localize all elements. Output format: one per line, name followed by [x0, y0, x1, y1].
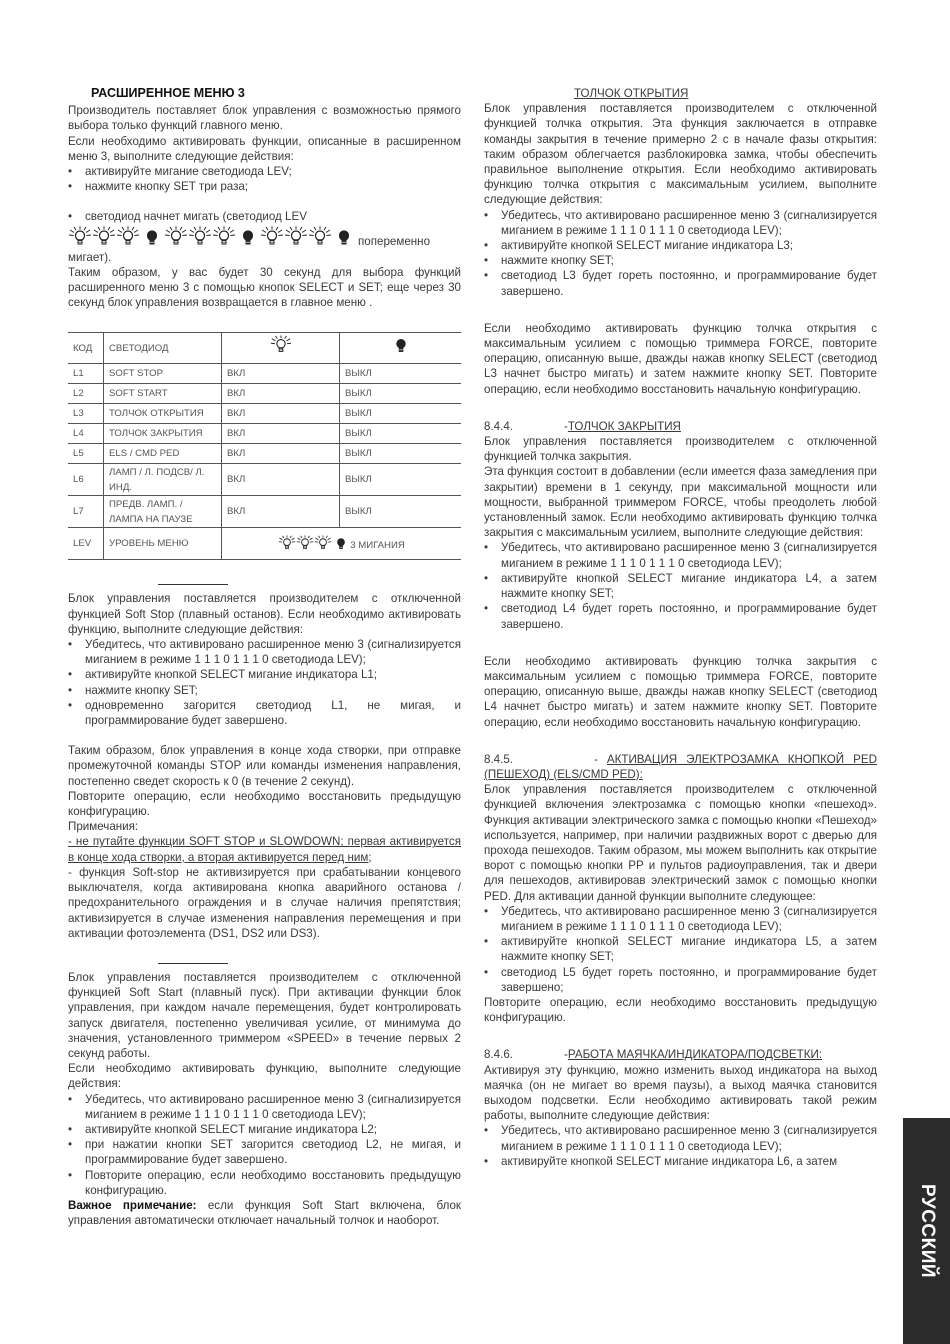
- divider-line: [158, 584, 228, 585]
- cell-name: УРОВЕНЬ МЕНЮ: [104, 528, 222, 560]
- language-tab-label: РУССКИЙ: [916, 1183, 938, 1279]
- header-code: КОД: [68, 333, 104, 364]
- cell-code: L1: [68, 364, 104, 384]
- note-1: - не путайте функции SOFT STOP и SLOWDOWN; первая активируется в конце хода створки, а вторая активируется перед ним;: [68, 835, 461, 864]
- blink-list: [68, 209, 461, 224]
- table-row: [68, 496, 461, 528]
- led-off-icon: [332, 226, 356, 250]
- close-paragraph-3: Если необходимо активировать функцию толчка закрытия с максимальным усилием с помощью триммера FORCE, повторите операцию, описанную выше, дважды нажав кнопку SELECT (светодиод L4 начнет быстро мигать) и затем нажмите кнопку SET. Повторите операцию, если необходимо восстановить начальную конфигурацию.: [484, 654, 877, 729]
- led-on-icon: [188, 226, 212, 250]
- list-item: • активируйте кнопкой SELECT мигание индикатора L4, а затем нажмите кнопку SET;: [484, 571, 877, 601]
- right-column: [484, 86, 877, 1169]
- led-on-icon: [92, 226, 116, 250]
- list-item: • светодиод L4 будет гореть постоянно, и программирование будет завершено.: [484, 601, 877, 631]
- cell-code: L7: [68, 496, 104, 528]
- cell-on: ВКЛ: [222, 364, 340, 384]
- cell-code: L2: [68, 384, 104, 404]
- cell-code: L4: [68, 424, 104, 444]
- lev-pattern-cell: [222, 528, 462, 560]
- els-paragraph: Блок управления поставляется производителем с отключенной функцией включения электрозамка с помощью кнопки «пешеход». Функция активации электрического замка с помощью кнопки «Пешеход» используется, например, при наличии раздвижных ворот с дверью для прохода пешеходов. Таким образом, мы можем выполнить как открытие ворот с помощью кнопки PP и пультов радиоуправления, так и двери для пешеходов, активировав электрический замок с помощью кнопки PED. Для активации данной функции выполните следующее:: [484, 783, 877, 903]
- table-row: [68, 464, 461, 496]
- list-item: • Убедитесь, что активировано расширенное меню 3 (сигнализируется миганием в режиме 1 1 1 0 1 1 1 0 светодиода LEV);: [484, 1123, 877, 1153]
- header-on: [222, 333, 340, 364]
- cell-name: ТОЛЧОК ОТКРЫТИЯ: [104, 404, 222, 424]
- list-item: • при нажатии кнопки SET загорится светодиод L2, не мигая, и программирование будет завершено.: [68, 1137, 461, 1167]
- softstop-paragraph-2: Таким образом, блок управления в конце хода створки, при отправке промежуточной команды STOP или команды изменения направления, постепенно сведет скорость к 0 (в течение 2 секунд).: [68, 744, 461, 788]
- table-row: [68, 364, 461, 384]
- cell-off: ВЫКЛ: [340, 496, 462, 528]
- led-on-icon: [68, 226, 92, 250]
- list-item: • активируйте кнопкой SELECT мигание индикатора L6, а затем: [484, 1154, 877, 1169]
- list-item: • Убедитесь, что активировано расширенное меню 3 (сигнализируется миганием в режиме 1 1 1 0 1 1 1 0 светодиода LEV);: [484, 540, 877, 570]
- heading-els-text: АКТИВАЦИЯ ЭЛЕКТРОЗАМКА КНОПКОЙ PED (ПЕШЕХОД) (ELS/CMD PED):: [484, 752, 877, 781]
- cell-name: ELS / CMD PED: [104, 444, 222, 464]
- led-on-icon: [270, 335, 292, 357]
- led-on-icon: [284, 226, 308, 250]
- led-on-icon: [296, 535, 314, 553]
- lev-label: 3 МИГАНИЯ: [350, 539, 405, 551]
- section-number: 8.4.5.: [484, 752, 514, 766]
- list-item: • активируйте кнопкой SELECT мигание индикатора L5, а затем нажмите кнопку SET;: [484, 934, 877, 964]
- open-paragraph-2: Если необходимо активировать функцию толчка открытия с максимальным усилием с помощью триммера FORCE, повторите операцию, описанную выше, дважды нажав кнопку SELECT (светодиод L3 начнет быстро мигать) и затем нажмите кнопку SET. Повторите операцию, если необходимо восстановить начальную конфигурацию.: [484, 321, 877, 396]
- close-paragraph-2: Эта функция состоит в добавлении (если имеется фаза замедления при закрытии) времени в 1 секунду, при максимальной мощности или мощности, выбранной триммером FORCE, чтобы преодолеть любой установленный замок. Если необходимо активировать функцию толчка закрытия с максимальным усилием, выполните следующие действия:: [484, 465, 877, 540]
- cell-on: ВКЛ: [222, 444, 340, 464]
- led-off-icon: [332, 535, 350, 553]
- cell-on: ВКЛ: [222, 424, 340, 444]
- table-row: [68, 384, 461, 404]
- led-blink-pattern: [68, 226, 461, 250]
- led-on-icon: [314, 535, 332, 553]
- table-row: [68, 444, 461, 464]
- cell-code: LEV: [68, 528, 104, 560]
- softstart-paragraph: Блок управления поставляется производителем с отключенной функцией Soft Start (плавный пуск). При активации функции блок управления, при каждом начале перемещения, будет контролировать запуск двигателя, постепенно увеличивая усилие, от минимума до значения, установленного триммером «SPEED» в течение первых 2 секунд работы.: [68, 970, 461, 1060]
- table-row-lev: [68, 528, 461, 560]
- cell-code: L6: [68, 464, 104, 496]
- list-item: • Убедитесь, что активировано расширенное меню 3 (сигнализируется миганием в режиме 1 1 1 0 1 1 1 0 светодиода LEV);: [68, 1092, 461, 1122]
- section-number: 8.4.6.: [484, 1048, 514, 1062]
- list-item: • активируйте кнопкой SELECT мигание индикатора L3;: [484, 238, 877, 253]
- list-item: • светодиод L3 будет гореть постоянно, и программирование будет завершено.: [484, 268, 877, 298]
- intro-paragraph: Производитель поставляет блок управления с возможностью прямого выбора только функций главного меню.: [68, 104, 461, 133]
- cell-code: L3: [68, 404, 104, 424]
- cell-code: L5: [68, 444, 104, 464]
- table-header-row: [68, 333, 461, 364]
- softstop-paragraph-3: Повторите операцию, если необходимо восстановить предыдущую конфигурацию.: [68, 789, 461, 819]
- list-item: • одновременно загорится светодиод L1, не мигая, и программирование будет завершено.: [68, 698, 461, 728]
- led-off-icon: [390, 335, 412, 357]
- softstart-paragraph-2: Если необходимо активировать функцию, выполните следующие действия:: [68, 1062, 461, 1091]
- softstop-paragraph: Блок управления поставляется производителем с отключенной функцией Soft Stop (плавный останов). Если необходимо активировать функцию, выполните следующие действия:: [68, 592, 461, 636]
- cell-name: ТОЛЧОК ЗАКРЫТИЯ: [104, 424, 222, 444]
- list-item: • активируйте кнопкой SELECT мигание индикатора L1;: [68, 667, 461, 682]
- els-steps: [484, 904, 877, 995]
- led-off-icon: [390, 349, 412, 360]
- header-led: СВЕТОДИОД: [104, 333, 222, 364]
- heading-lamp-text: РАБОТА МАЯЧКА/ИНДИКАТОРА/ПОДСВЕТКИ:: [567, 1048, 823, 1062]
- cell-off: ВЫКЛ: [340, 364, 462, 384]
- led-on-icon: [260, 226, 284, 250]
- table-row: [68, 424, 461, 444]
- list-item: • нажмите кнопку SET;: [484, 253, 877, 268]
- important-label: Важное примечание:: [68, 1198, 197, 1212]
- after-paragraph: Таким образом, у вас будет 30 секунд для выбора функций расширенного меню 3 с помощью кнопок SELECT и SET; еще через 30 секунд блок управления возвращается в главное меню .: [68, 265, 461, 310]
- cell-on: ВКЛ: [222, 464, 340, 496]
- list-item: • нажмите кнопку SET три раза;: [68, 179, 461, 194]
- cell-off: ВЫКЛ: [340, 404, 462, 424]
- heading-close: [484, 419, 877, 434]
- list-item: • активируйте кнопкой SELECT мигание индикатора L2;: [68, 1122, 461, 1137]
- divider-line: [158, 963, 228, 964]
- led-on-icon: [270, 349, 292, 360]
- cell-on: ВКЛ: [222, 496, 340, 528]
- cell-on: ВКЛ: [222, 404, 340, 424]
- section-title: РАСШИРЕННОЕ МЕНЮ 3: [91, 86, 245, 100]
- close-steps: [484, 540, 877, 631]
- heading-open-text: ТОЛЧОК ОТКРЫТИЯ: [574, 87, 689, 100]
- heading-prefix: -: [564, 1048, 568, 1062]
- cell-on: ВКЛ: [222, 384, 340, 404]
- list-item: • нажмите кнопку SET;: [68, 683, 461, 698]
- softstop-steps: [68, 637, 461, 728]
- heading-prefix: -: [594, 752, 607, 766]
- heading-lamp: [484, 1047, 877, 1062]
- steps-list: [68, 164, 461, 194]
- table-row: [68, 404, 461, 424]
- led-on-icon: [308, 226, 332, 250]
- lamp-paragraph: Активируя эту функцию, можно изменить выход индикатора на выход маячка (он не мигает во время паузы), а выход маячка становится выходом подсветки. Если необходимо активировать такой режим работы, выполните следующие действия:: [484, 1063, 877, 1123]
- cell-name: SOFT STOP: [104, 364, 222, 384]
- els-paragraph-2: Повторите операцию, если необходимо восстановить предыдущую конфигурацию.: [484, 995, 877, 1025]
- language-tab: [903, 1118, 950, 1344]
- left-column: [68, 86, 461, 1228]
- cell-off: ВЫКЛ: [340, 444, 462, 464]
- heading-open: [484, 86, 877, 101]
- cell-name: ЛАМП / Л. ПОДСВ/ Л. ИНД.: [104, 464, 222, 496]
- led-off-icon: [140, 226, 164, 250]
- heading-close-text: ТОЛЧОК ЗАКРЫТИЯ: [567, 419, 681, 433]
- open-steps: [484, 208, 877, 299]
- cell-name: SOFT START: [104, 384, 222, 404]
- softstart-steps: [68, 1092, 461, 1198]
- list-item: • активируйте мигание светодиода LEV;: [68, 164, 461, 179]
- led-on-icon: [164, 226, 188, 250]
- list-item: • светодиод L5 будет гореть постоянно, и программирование будет завершено;: [484, 965, 877, 995]
- led-on-icon: [278, 535, 296, 553]
- important-note: [68, 1198, 461, 1228]
- cell-off: ВЫКЛ: [340, 424, 462, 444]
- led-off-icon: [236, 226, 260, 250]
- list-item: • Убедитесь, что активировано расширенное меню 3 (сигнализируется миганием в режиме 1 1 1 0 1 1 1 0 светодиода LEV);: [68, 637, 461, 667]
- list-item: • светодиод начнет мигать (светодиод LEV: [68, 209, 461, 224]
- cell-off: ВЫКЛ: [340, 464, 462, 496]
- cell-off: ВЫКЛ: [340, 384, 462, 404]
- cell-name: ПРЕДВ. ЛАМП. / ЛАМПА НА ПАУЗЕ: [104, 496, 222, 528]
- section-number: 8.4.4.: [484, 419, 514, 433]
- list-item: • Повторите операцию, если необходимо восстановить предыдущую конфигурацию.: [68, 1168, 461, 1198]
- list-item: • Убедитесь, что активировано расширенное меню 3 (сигнализируется миганием в режиме 1 1 1 0 1 1 1 0 светодиода LEV);: [484, 904, 877, 934]
- open-paragraph: Блок управления поставляется производителем с отключенной функцией толчка открытия. Эта функция заключается в отправке команды закрытия в течение примерно 2 с в начале фазы открытия: таким образом облегчается разблокировка замка, чтобы обеспечить правильное выполнение открытия. Если необходимо активировать функцию толчка открытия с максимальным усилием, выполните следующие действия:: [484, 102, 877, 207]
- heading-prefix: -: [564, 419, 568, 433]
- header-off: [340, 333, 462, 364]
- intro-paragraph-2: Если необходимо активировать функции, описанные в расширенном меню 3, выполните следующие действия:: [68, 134, 461, 163]
- close-paragraph: Блок управления поставляется производителем с отключенной функцией толчка закрытия.: [484, 435, 877, 464]
- heading-els: [484, 752, 877, 782]
- list-item: • Убедитесь, что активировано расширенное меню 3 (сигнализируется миганием в режиме 1 1 1 0 1 1 1 0 светодиода LEV);: [484, 208, 877, 238]
- important-text: если функция Soft Start включена, блок управления автоматически отключает начальный толчок и наоборот.: [68, 1198, 461, 1228]
- notes-label: Примечания:: [68, 820, 139, 834]
- blink-tail: попеременно: [358, 235, 431, 249]
- led-table: [68, 332, 461, 560]
- led-on-icon: [116, 226, 140, 250]
- lamp-steps: [484, 1123, 877, 1169]
- blink-end: мигает).: [68, 250, 112, 264]
- led-on-icon: [212, 226, 236, 250]
- note-2: - функция Soft-stop не активизируется при срабатывании концевого выключателя, когда активирована кнопка аварийного останова / предохранительного ограждения и в случае наличия препятствия; активизируется в случае изменения направления перемещения и при активации фотоэлемента (DS1, DS2 или DS3).: [68, 865, 461, 940]
